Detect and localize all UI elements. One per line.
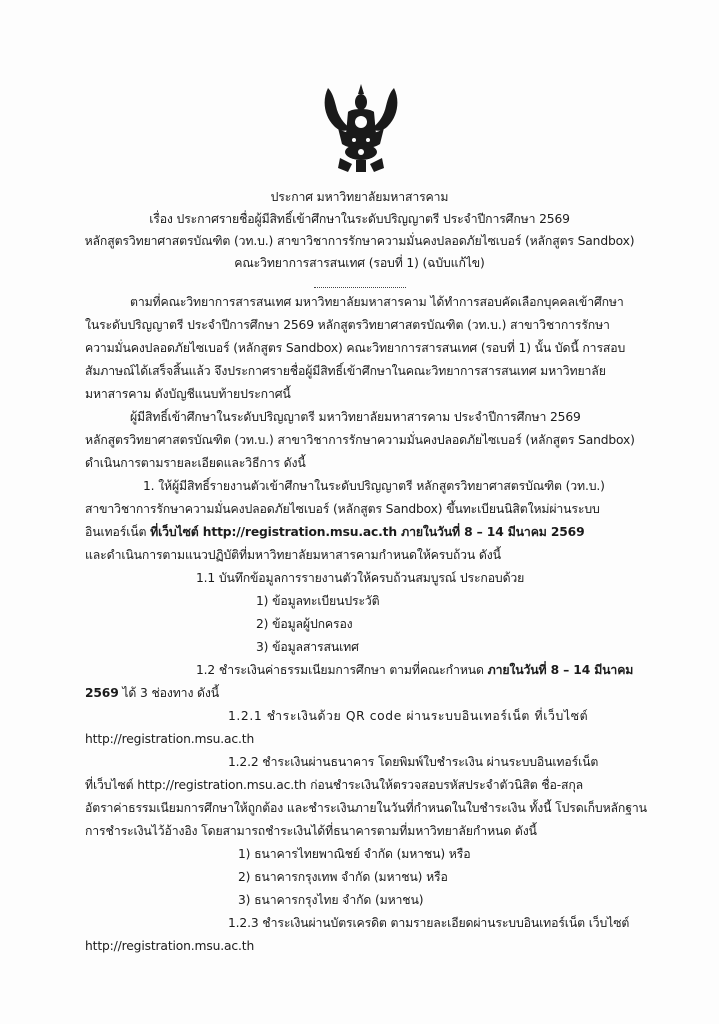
header-faculty: คณะวิทยาการสารสนเทศ (รอบที่ 1) (ฉบับแก้ไข) [234, 256, 485, 270]
paragraph-1-line: ความมั่นคงปลอดภัยไซเบอร์ (หลักสูตร Sandbox) คณะวิทยาการสารสนเทศ (รอบที่ 1) นั้น บัดนี้ การสอบ [85, 341, 626, 355]
registration-link[interactable]: http://registration.msu.ac.th [85, 939, 255, 953]
paragraph-1-line: ตามที่คณะวิทยาการสารสนเทศ มหาวิทยาลัยมหาสารคาม ได้ทำการสอบคัดเลือกบุคคลเข้าศึกษา [130, 295, 624, 309]
text: 1.2 ชำระเงินค่าธรรมเนียมการศึกษา ตามที่คณะกำหนด [196, 663, 488, 677]
item-1-line: สาขาวิชาการรักษาความมั่นคงปลอดภัยไซเบอร์ (หลักสูตร Sandbox) ขึ้นทะเบียนนิสิตใหม่ผ่านระบบ [85, 502, 600, 516]
header-subject: เรื่อง ประกาศรายชื่อผู้มีสิทธิ์เข้าศึกษาในระดับปริญญาตรี ประจำปีการศึกษา 2569 [149, 212, 570, 226]
bank-item: 1) ธนาคารไทยพาณิชย์ จำกัด (มหาชน) หรือ [238, 847, 471, 861]
list-item: 2) ข้อมูลผู้ปกครอง [256, 617, 353, 631]
item-1-deadline-line [85, 523, 584, 541]
item-1-2-line [85, 684, 219, 702]
paragraph-2-line: ดำเนินการตามรายละเอียดและวิธีการ ดังนี้ [85, 456, 306, 470]
bank-item: 3) ธนาคารกรุงไทย จำกัด (มหาชน) [238, 893, 424, 907]
registration-link[interactable]: http://registration.msu.ac.th [198, 525, 402, 539]
header-program: หลักสูตรวิทยาศาสตรบัณฑิต (วท.บ.) สาขาวิชาการรักษาความมั่นคงปลอดภัยไซเบอร์ (หลักสูตร Sandbox) [84, 234, 635, 248]
registration-link[interactable]: http://registration.msu.ac.th [85, 732, 255, 746]
year-text: 2569 [85, 686, 119, 700]
item-1-2-2-line: อัตราค่าธรรมเนียมการศึกษาให้ถูกต้อง และชำระเงินภายในวันที่กำหนดในใบชำระเงิน ทั้งนี้ โปรดเก็บหลักฐาน [85, 801, 647, 815]
website-label: ที่เว็บไซต์ [150, 525, 199, 539]
item-1-line: 1. ให้ผู้มีสิทธิ์รายงานตัวเข้าศึกษาในระดับปริญญาตรี หลักสูตรวิทยาศาสตรบัณฑิต (วท.บ.) [143, 479, 605, 493]
text: ได้ 3 ช่องทาง ดังนี้ [118, 686, 220, 700]
item-1-line: และดำเนินการตามแนวปฏิบัติที่มหาวิทยาลัยมหาสารคามกำหนดให้ครบถ้วน ดังนี้ [85, 548, 501, 562]
item-1-2-line [196, 661, 633, 679]
item-1-2-2-line: 1.2.2 ชำระเงินผ่านธนาคาร โดยพิมพ์ใบชำระเงิน ผ่านระบบอินเทอร์เน็ต [228, 755, 599, 769]
item-1-2-2-line: ที่เว็บไซต์ http://registration.msu.ac.th ก่อนชำระเงินให้ตรวจสอบรหัสประจำตัวนิสิต ชื่อ-สกุล [85, 778, 584, 792]
paragraph-2-line: ผู้มีสิทธิ์เข้าศึกษาในระดับปริญญาตรี มหาวิทยาลัยมหาสารคาม ประจำปีการศึกษา 2569 [130, 410, 581, 424]
item-1-2-2-line: การชำระเงินไว้อ้างอิง โดยสามารถชำระเงินได้ที่ธนาคารตามที่มหาวิทยาลัยกำหนด ดังนี้ [85, 824, 537, 838]
list-item: 1) ข้อมูลทะเบียนประวัติ [256, 594, 380, 608]
item-1-2-3-line: 1.2.3 ชำระเงินผ่านบัตรเครดิต ตามรายละเอียดผ่านระบบอินเทอร์เน็ต เว็บไซต์ [228, 916, 630, 930]
header-title: ประกาศ มหาวิทยาลัยมหาสารคาม [270, 190, 449, 204]
header-divider [314, 287, 406, 288]
deadline-text: ภายในวันที่ 8 – 14 มีนาคม 2569 [401, 525, 585, 539]
item-1-1-title: 1.1 บันทึกข้อมูลการรายงานตัวให้ครบถ้วนสมบูรณ์ ประกอบด้วย [196, 571, 525, 585]
list-item: 3) ข้อมูลสารสนเทศ [256, 640, 359, 654]
paragraph-1-line: สัมภาษณ์ได้เสร็จสิ้นแล้ว จึงประกาศรายชื่อผู้มีสิทธิ์เข้าศึกษาในคณะวิทยาการสารสนเทศ มหาวิทยาลัย [85, 364, 606, 378]
bank-item: 2) ธนาคารกรุงเทพ จำกัด (มหาชน) หรือ [238, 870, 448, 884]
garuda-emblem-icon [318, 78, 404, 176]
item-1-2-1-line: 1.2.1 ชำระเงินด้วย QR code ผ่านระบบอินเทอร์เน็ต ที่เว็บไซต์ [228, 709, 589, 723]
deadline-text: ภายในวันที่ 8 – 14 มีนาคม [487, 663, 634, 677]
paragraph-2-line: หลักสูตรวิทยาศาสตรบัณฑิต (วท.บ.) สาขาวิชาการรักษาความมั่นคงปลอดภัยไซเบอร์ (หลักสูตร Sandbox) [85, 433, 635, 447]
text: อินเทอร์เน็ต [85, 525, 151, 539]
paragraph-1-line: มหาสารคาม ดังบัญชีแนบท้ายประกาศนี้ [85, 387, 291, 401]
paragraph-1-line: ในระดับปริญญาตรี ประจำปีการศึกษา 2569 หลักสูตรวิทยาศาสตรบัณฑิต (วท.บ.) สาขาวิชาการรักษา [85, 318, 610, 332]
